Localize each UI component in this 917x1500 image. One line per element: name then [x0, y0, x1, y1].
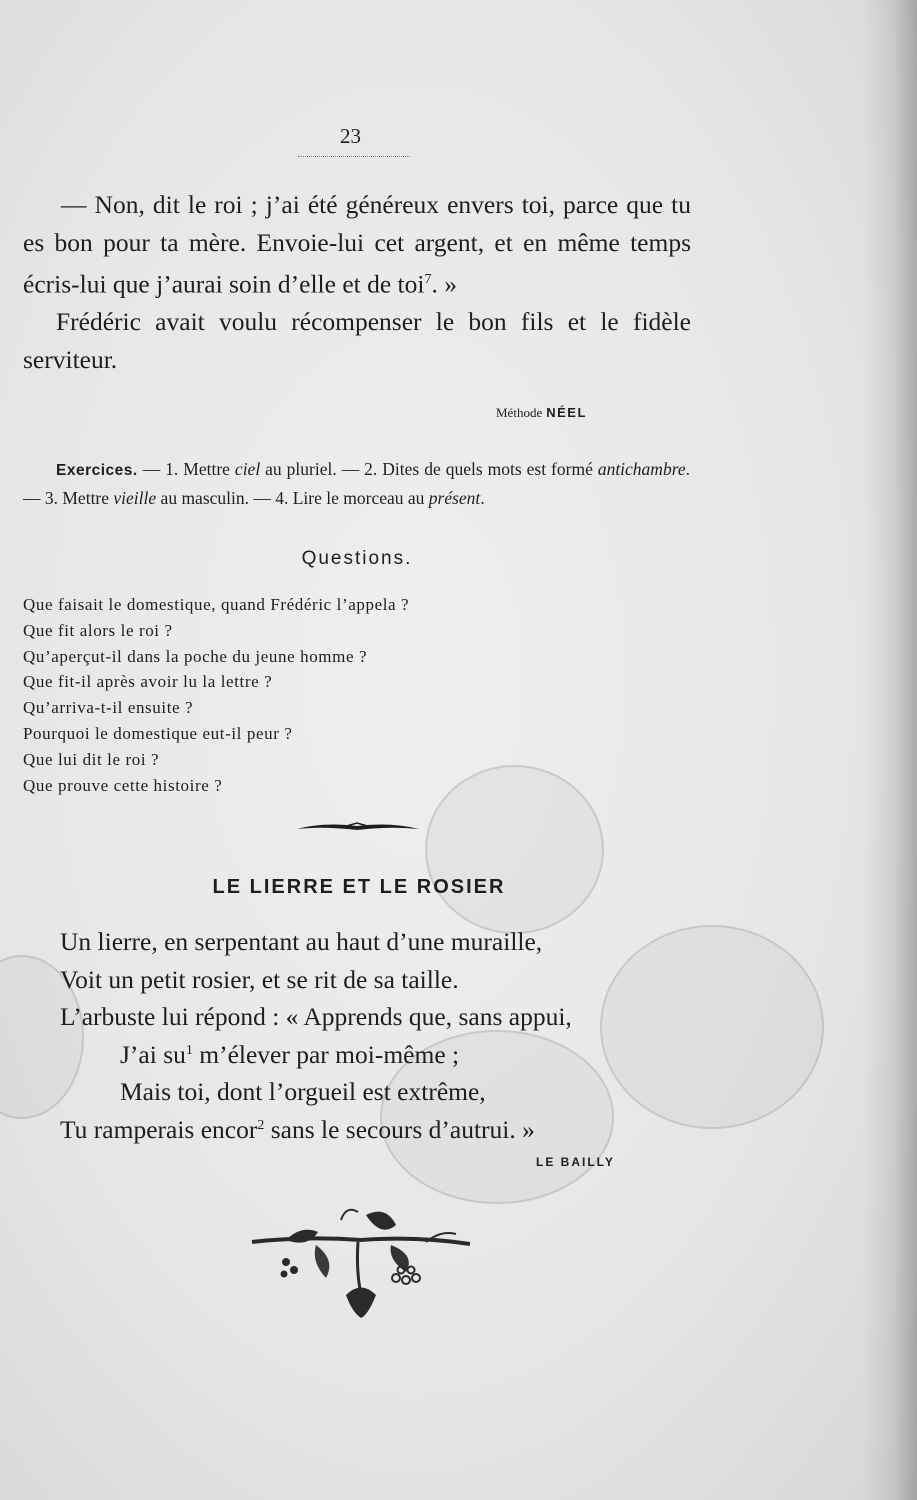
- poem-line: Mais toi, dont l’orgueil est extrême,: [120, 1077, 486, 1106]
- poem-line: [60, 1111, 572, 1149]
- page-edge-shadow: [862, 0, 917, 1500]
- water-stain: [425, 765, 604, 934]
- question-item: Que lui dit le roi ?: [23, 749, 160, 769]
- page-number: 23: [340, 124, 361, 148]
- questions-heading: Questions.: [301, 548, 413, 569]
- poem-line: Voit un petit rosier, et se rit de sa taille.: [60, 964, 459, 994]
- signature-prefix: Méthode: [496, 405, 543, 420]
- exercise-text: au pluriel. — 2. Dites de quels mots est formé: [260, 459, 598, 479]
- exercises-block: [23, 456, 690, 511]
- source-signature: [496, 405, 587, 421]
- prose-block: [23, 186, 691, 378]
- poem-line-text: m’élever par moi-même ;: [192, 1039, 460, 1069]
- poem-line-text: J’ai su: [120, 1039, 186, 1069]
- poem-line: Un lierre, en serpentant au haut d’une muraille,: [60, 927, 543, 956]
- poem-line: L’arbuste lui répond : « Apprends que, sans appui,: [60, 1002, 572, 1031]
- poem-title: LE LIERRE ET LE ROSIER: [212, 876, 506, 898]
- question-item: Qu’arriva-t-il ensuite ?: [23, 698, 194, 718]
- prose-paragraph: Frédéric avait voulu récompenser le bon fils et le fidèle serviteur.: [23, 307, 691, 374]
- prose-paragraph: [23, 186, 691, 303]
- question-item: Que fit-il après avoir lu la lettre ?: [23, 672, 273, 692]
- question-item: Que fit alors le roi ?: [23, 620, 173, 640]
- prose-text-end: . »: [431, 269, 457, 299]
- questions-list: [23, 592, 409, 798]
- exercise-text: — 1. Mettre: [137, 459, 235, 479]
- poem-line-text: Tu ramperais encor: [60, 1114, 258, 1144]
- poem-body: [60, 923, 572, 1148]
- prose-text: — Non, dit le roi ; j’ai été généreux envers toi, parce que tu es bon pour ta mère. Envoie-lui cet argent, et en même temps écris-lui que j’aurai soin d’elle et de toi: [23, 190, 691, 299]
- page-number-rule: [298, 156, 410, 157]
- exercises-paragraph: [23, 456, 690, 511]
- footnote-ref: 7: [424, 272, 432, 287]
- signature-name: NÉEL: [546, 405, 587, 420]
- question-item: Pourquoi le domestique eut-il peur ?: [23, 723, 293, 743]
- water-stain: [600, 925, 824, 1129]
- section-divider-ornament: [293, 818, 423, 838]
- poem-author: LE BAILLY: [536, 1155, 615, 1169]
- exercises-label: Exercices.: [56, 462, 138, 479]
- exercise-text: .: [480, 487, 485, 508]
- exercise-word: présent: [428, 487, 481, 508]
- poem-line: [60, 1036, 572, 1074]
- floral-vignette-ornament: [246, 1200, 476, 1325]
- exercise-text: au masculin. — 4. Lire le morceau au: [156, 487, 429, 508]
- question-item: Qu’aperçut-il dans la poche du jeune homme ?: [23, 646, 368, 666]
- exercise-word: ciel: [234, 459, 261, 479]
- question-item: Que prouve cette histoire ?: [23, 775, 223, 795]
- exercise-word: vieille: [113, 487, 157, 508]
- question-item: Que faisait le domestique, quand Frédéric l’appela ?: [23, 595, 410, 614]
- footnote-ref: 2: [257, 1117, 265, 1133]
- exercise-word: antichambre: [597, 459, 686, 479]
- exercise-text: . — 3. Mettre: [23, 459, 690, 508]
- poem-line-text: sans le secours d’autrui. »: [264, 1114, 535, 1144]
- footnote-ref: 1: [185, 1042, 193, 1058]
